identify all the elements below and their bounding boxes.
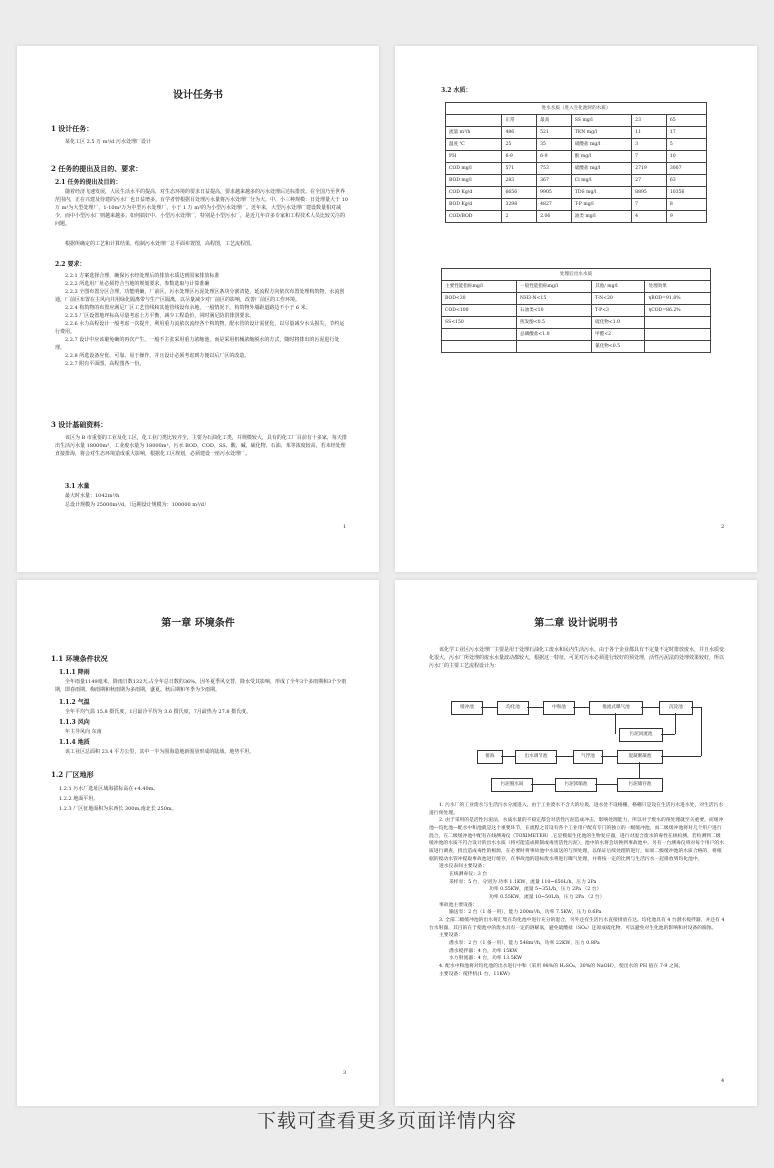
paragraph: 全年雨量1149毫米，降雨日数132天,占全年总日数的36%，因冬夏季风交替，降水受其影响，形成了全年3个多雨期和3个少雨期，即春雨期、梅雨期和秋雨期为多雨期，盛夏、秋后期和冬季为少雨期。 [55,679,347,693]
paragraph: 1. 污水厂的工业废水与生活污水分流进入，由于工业废水不含大的垃圾，进水处不设格栅，格栅只是设在生活污水进水处，对生活污水进行预处理。 [429,803,724,816]
list-item: 事故池主要设备： [439,902,478,908]
table-row: BOD mg/l 283 367 Cl mg/l 27 63 [446,175,707,187]
paragraph: 3. 全部二级缓冲池的出水将汇集在均化池中进行充分的混合，另外还有生活污水直接排放在这。均化池具有 4 台潜水搅拌器，并还有 4 台水射器，其目的在于使池中的废水具有一定的溶解氧，避免硫酸盐（SO₄）还原成硫化物，可以避免对生化池的影响和对设备的腐蚀。 [429,918,725,931]
list-item: 2.2.7 附有平面图、高程图各一份。 [65,361,145,367]
list-item: 主要设备：搅拌机(1 台，11KW) [439,971,510,977]
page-number: 2 [721,524,725,530]
flow-arrow [481,707,497,708]
page-title: 设计任务书 [173,90,223,101]
subsection-heading: 3.1 水量 [65,483,90,490]
paragraph: 该工业区总面积 23.4 平方公里，其中一半为围海造地新围垦形成的陆域，地势平坦。 [65,749,255,755]
flow-arrow [661,734,675,735]
section-heading: 1.2 厂区地形 [51,770,94,779]
document-page-4 [395,580,757,1106]
flow-node: 污泥浓缩池 [555,778,597,792]
paragraph: 1.2.2 地面平坦。 [59,796,99,802]
flow-node: 混凝絮凝池 [617,750,663,764]
paragraph: 某化工区 2.5 万 m³/d 污水处理厂设计 [65,139,151,145]
list-item: 主要设备： [439,933,463,939]
list-item: 输送泵：2 台（1 备一用），能力 200m³/h，功率 7.5KW，压力 0.6Pa [449,910,602,916]
page-number: 1 [343,524,347,530]
list-item: 2.2.7 设计中应该避免确的再次产生。一般不主张采用重力浓缩池，而是采用机械浓缩脱水的方式，随时将排出的污泥进行处理。 [55,337,340,351]
subsection-heading: 1.1.2 气温 [59,699,90,706]
paragraph: 4. 配水中和池将对均化池的出水进行中和（采用 98%的 H₂SO₄，30%的 NaOH），使出水的 PH 值在 7-9 之间。 [439,964,684,970]
table-row: COD<100 石油类<10 T-P<3 ηCOD=86.2% [442,305,711,317]
paragraph: 2. 由于采用的是活性污泥法，水质水量的不稳定都会对活性污泥造成冲击，影响处理能力，所以对于废水的预处理就至关重要，而缓冲池—均化池—配水中和池就是这个重要环节，在流程之首设有各个工业用户配有专门的独立的一级缓冲池，而二级缓冲池将对几个用户进行混合，在二级缓冲池中配有在线测毒仪（TOXIMETER）,它是模拟生化池的生物复应器，进行对混合废水的毒性在线检测，若检测到二级缓冲池的水质不符合设计的出水水质（将可能造成抑制或毒害活性污泥），池中的水将会切换到事故池中。另有一台测毒仪将对每个用户的水质进行调查，找出造成毒性的根源，在必要时将事故池中水质送的与预处理，以保证后续处理的进行，如果二级缓冲池的水质合格的，将根据的搅动水管冲提取事故池进行缓存，在事故池的超标废水将进行曝气处理，并将按一定的比例与生活污水一起排放到均化池中。 [429,818,725,862]
paragraph: 总设计规模为 25000m³/d。（远期设计规模为：100000 m³/d） [65,502,209,508]
flow-node: 排海 [477,750,503,764]
list-item: 2.2.3 全图布置分区合理，功能明确，厂前区、污水处理区污泥处理区条块分割清楚，延流程方向依次布置处理构筑物，水流创通，厂前区布置在主风向并用绿化隔离带与生产区隔离，以尽量减少对厂前区的影响，改善厂前区的工作环境。 [55,289,345,303]
table-row: 正常 最高 SS mg/l 23 65 [446,115,707,127]
subsection-heading: 1.1.4 地质 [59,739,90,746]
flow-node: 出水调节池 [515,750,557,764]
table-row: PH 6-9 6-9 酚 mg/l 7 10 [446,151,707,163]
flow-arrow [527,707,543,708]
paragraph: 进水仪表间主要设备： [439,864,487,870]
section-heading: 1.1 环境条件状况 [51,654,108,663]
paragraph: 该化学工业区污水处理厂主要是用于处理石油化工废水和民内生活污水。由于各个企业都具有不定量不定时排放废水，并且水质变化很大，污水厂所处理的废水水量波动都较大，根据这一特征，可见对污水必须进行较好的预处理，活性污泥法的处理效果较好，所以污水厂的主要工艺流程设计为： [429,647,725,669]
section-heading: 1 设计任务： [51,124,94,133]
effluent-quality-table [441,268,711,353]
subsection-heading: 3.2 水质： [441,87,472,94]
list-item: 潜水搅拌器：4 台，功率 15KW [449,948,518,954]
flow-arrow [675,713,676,734]
flow-arrow [531,784,555,785]
list-item: 功率 0.55KW，流量 5~35L/h，压力 2Pa （2 台） [489,887,602,893]
paragraph: 1.2.3 厂区征地面积为东西长 300m,南北长 250m。 [59,806,177,812]
document-page-3 [17,580,379,1106]
table-row: COD/BOD 2 2.06 油类 mg/l 4 9 [446,211,707,223]
section-heading: 2 任务的提出及目的、要求： [51,164,143,173]
list-item: 采样泵：5 台，分别为 功率 1.1KW，流量 110~650L/h，压力 2Pa [449,879,597,885]
flow-arrow [615,713,616,734]
flow-arrow [641,707,659,708]
paragraph: 全年平均气温 15.8 摄氏度，1月最冷平均为 3.6 摄氏度，7月最热为 27.8 摄氏度。 [65,709,252,715]
page-title: 第二章 设计说明书 [534,618,618,629]
flow-node: 推流式曝气池 [589,701,643,715]
flow-arrow [639,762,640,778]
influent-quality-table [445,102,707,223]
paragraph: 最大时水量：1042m³/h [65,493,120,499]
table-row: 总磷酸盐<1.0 甲醛<2 [442,329,711,341]
list-item: 2.2.2 所选用厂址必须符合当地的规划要求，参数选取与计算准确 [65,281,210,287]
download-more-prompt[interactable]: 下载可查看更多页面详情内容 [256,1110,517,1132]
list-item: 潜水泵：2 台（1 备一用），能力 548m³/h，功率 22KW，压力 0.8Pa [449,941,600,947]
design-description [429,802,725,978]
paragraph: 根据所确定的工艺和计算结果，绘制污水处理厂总平面布置图，高程图，工艺流程图。 [65,241,256,247]
page-title: 第一章 环境条件 [161,618,235,629]
list-item: 2.2.4 构筑物的布置应满足厂区工艺管线和其他管线设布余地，一般情况下，构筑物外墙距道路边不小于 6 米。 [65,305,311,311]
paragraph: 年主导风向 东南 [65,729,102,735]
document-page-2 [395,46,757,572]
document-page-1 [17,46,379,572]
table-row: SS<150 挥发酚<0.5 硫化物<1.0 [442,317,711,329]
flow-arrow [691,707,701,708]
paragraph: 该区为 B 市重要的工业及化工区，化工业门类比较齐全，主要为石油化工类，并规模较大，具有的化工厂目前有十多家，每天排出生活污水量 18000m³，工业废水量为 18000m³，污水 BOD、COD、SS、酸、碱、硫化物、石油、苯等浓度较高，若未经处理直接排海，将会对生态环境造成重大影响，根据化工区规划，必须建设一座污水处理厂。 [55,435,347,457]
flow-arrow [573,707,589,708]
table-row: 主要性能指标mg/l 一般性能指标mg/l 其他/ mg/l 处理效果 [442,281,711,293]
subsection-heading: 1.1.3 风向 [59,719,90,726]
list-item: 水力射流器：4 台，功率 13.5KW [449,956,523,962]
paragraph: 随着经济飞速发展，人民生活水平的提高，对生态环境的要求日益提高，要求越来越多的污水处理后达标排放。在全国乃至世界范围内，正在兴建及待建的污水厂也日益增多。有学者曾根据目处理污水量将污水处理厂分为大、中、小三种规模：日处理量大于 10 万 m³为大型处理厂，1-10m³万为中型污水处理厂，小于 1 万 m³的为小型污水处理厂。近年来，大型污水处理厂建设数量相对减少，而中小型污水厂则越来越多。如何搞好中、小型污水处理厂，特别是小型污水厂，是近几年许多专家和工程技术人员比较关注的问题。 [55,189,348,227]
list-item: 功率 0.55KW，流量 10~50L/h，压力 2Pa （2 台） [489,895,605,901]
list-item: 2.2.1 方案选择合理，确保污水经处理后的排放水质达到国家排放标准 [65,273,220,279]
flow-arrow [661,756,701,757]
page-number: 4 [721,1078,725,1084]
requirements-list [55,272,349,368]
table-row: BOD Kg/d 3298 4827 T-P mg/l 7 8 [446,199,707,211]
list-item: 2.2.8 所选设备应优、可靠、易于操作，并且设计必须考虑到方便以后厂区的改造。 [65,353,250,359]
flow-arrow [601,756,617,757]
flow-node: 污泥储存池 [617,778,663,792]
section-heading: 3 设计基础资料： [51,420,108,429]
subsection-heading: 2.1 任务的提出及目的： [55,179,122,186]
flow-node: 气浮池 [573,750,603,764]
subsection-heading: 1.1.1 降雨 [59,669,90,676]
flow-arrow [555,756,573,757]
table-row: BOD<30 NH3-N<15 T-N<20 ηBOD=91.8% [442,293,711,305]
table-caption: 进水水质（进入生化池时的水质） [446,103,707,115]
table-row: 温度 ℃ 25 35 硝酸盐 mg/l 3 5 [446,139,707,151]
flow-node: 中和池 [543,701,575,715]
flow-node: 污泥脱水间 [491,778,533,792]
list-item: 2.2.6 水力高程设计一般考虑一次提升，利用重力流依次流经各个构筑物，配水管的设计需优化，以尽量减少水头损失，节约运行费用。 [55,321,345,335]
page-number: 3 [343,1070,347,1076]
table-row: 氰化物<0.5 [442,341,711,353]
list-item: 2.2.5 厂区设置地坪标高尽量考虑土方平衡，减少工程造价，同时满足防洪排涝要求。 [65,313,255,319]
flow-node: 均化池 [497,701,529,715]
table-row: 流量 m³/h 486 521 TKN mg/l 11 17 [446,127,707,139]
flow-arrow [501,756,515,757]
table-caption: 处理后出水水质 [442,269,711,281]
flow-node: 污泥回流池 [619,728,663,742]
flow-arrow [595,784,617,785]
list-item: 在线测毒仪：3 台 [449,872,488,878]
flow-node: 沉淀池 [659,701,693,715]
subsection-heading: 2.2 要求： [55,261,86,268]
table-row: COD Kg/d 6656 9905 TDS mg/l 8895 10356 [446,187,707,199]
paragraph: 1.2.1 污水厂选址区域海拔标高在+4.40m。 [59,786,159,792]
flow-node: 缓冲池 [451,701,483,715]
flow-arrow [701,707,702,756]
table-row: COD mg/l 571 753 硫酸盐 mg/l 2719 3007 [446,163,707,175]
